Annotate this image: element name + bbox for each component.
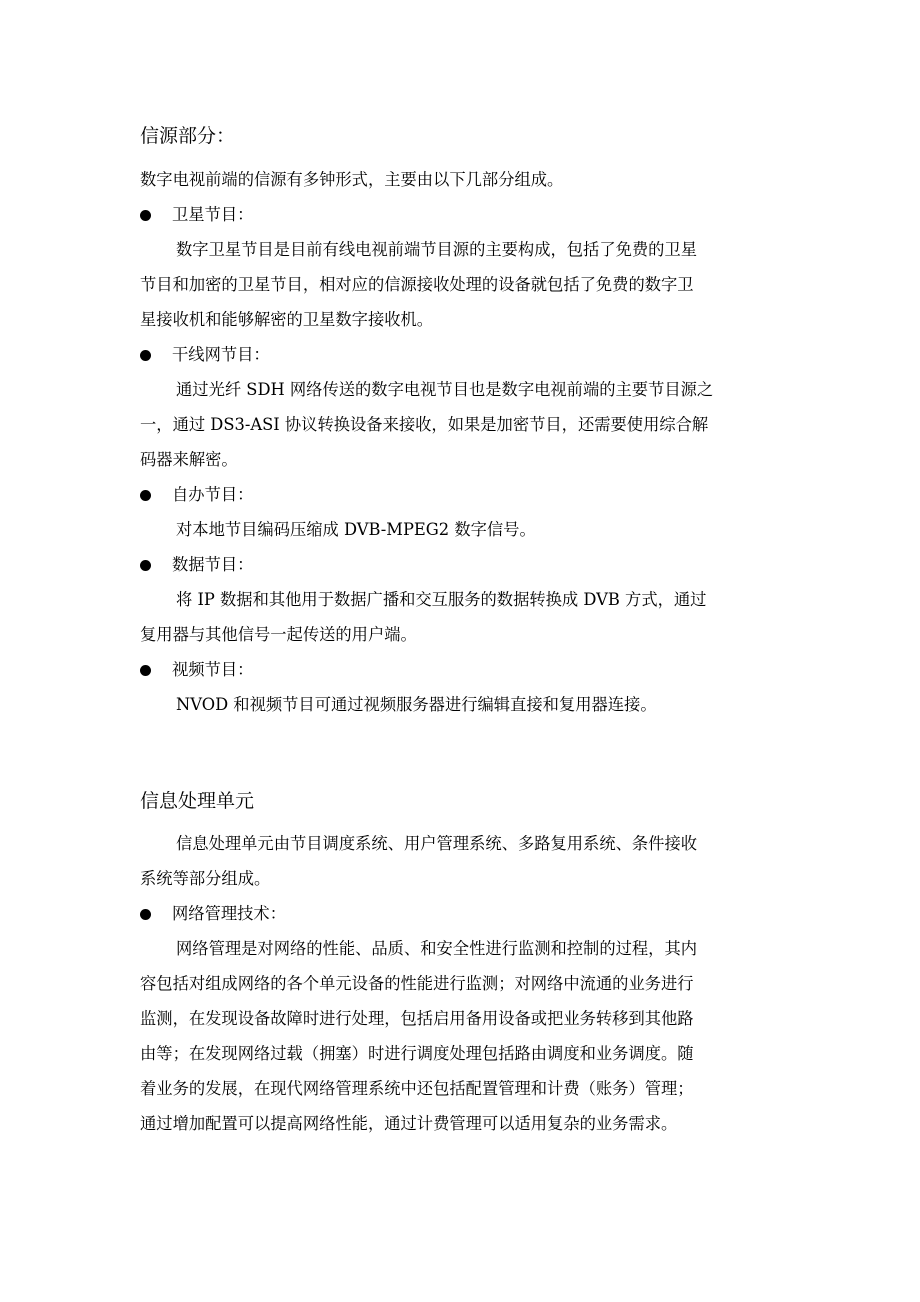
paragraph-line: 由等；在发现网络过载（拥塞）时进行调度处理包括路由调度和业务调度。随 <box>140 1044 694 1063</box>
source-intro: 数字电视前端的信源有多钟形式，主要由以下几部分组成。 <box>140 170 564 189</box>
item-label-satellite: 卫星节目： <box>172 205 254 224</box>
paragraph-line: 节目和加密的卫星节目，相对应的信源接收处理的设备就包括了免费的数字卫 <box>140 275 694 294</box>
paragraph-line: NVOD 和视频节目可通过视频服务器进行编辑直接和复用器连接。 <box>176 695 657 714</box>
paragraph-line: 通过增加配置可以提高网络性能，通过计费管理可以适用复杂的业务需求。 <box>140 1114 678 1133</box>
paragraph-line: 对本地节目编码压缩成 DVB-MPEG2 数字信号。 <box>176 520 536 539</box>
paragraph-line: 容包括对组成网络的各个单元设备的性能进行监测；对网络中流通的业务进行 <box>140 974 694 993</box>
paragraph-line: 网络管理是对网络的性能、品质、和安全性进行监测和控制的过程，其内 <box>176 939 698 958</box>
paragraph-line: 将 IP 数据和其他用于数据广播和交互服务的数据转换成 DVB 方式，通过 <box>176 590 707 609</box>
paragraph-line: 码器来解密。 <box>140 450 238 469</box>
item-label-local: 自办节目： <box>172 485 254 504</box>
paragraph-line: 系统等部分组成。 <box>140 869 271 888</box>
section-heading-info: 信息处理单元 <box>140 790 255 812</box>
item-label-trunk: 干线网节目： <box>172 345 270 364</box>
paragraph-line: 一，通过 DS3-ASI 协议转换设备来接收，如果是加密节目，还需要使用综合解 <box>140 415 709 434</box>
paragraph-line: 着业务的发展，在现代网络管理系统中还包括配置管理和计费（账务）管理； <box>140 1079 694 1098</box>
item-label-data: 数据节目： <box>172 555 254 574</box>
section-heading-source: 信源部分： <box>140 125 236 147</box>
paragraph-line: 星接收机和能够解密的卫星数字接收机。 <box>140 310 434 329</box>
paragraph-line: 复用器与其他信号一起传送的用户端。 <box>140 625 417 644</box>
bullet-icon <box>140 665 151 676</box>
bullet-icon <box>140 350 151 361</box>
bullet-icon <box>140 210 151 221</box>
bullet-icon <box>140 909 151 920</box>
paragraph-line: 信息处理单元由节目调度系统、用户管理系统、多路复用系统、条件接收 <box>176 834 698 853</box>
item-label-video: 视频节目： <box>172 660 254 679</box>
paragraph-line: 数字卫星节目是目前有线电视前端节目源的主要构成，包括了免费的卫星 <box>176 240 698 259</box>
item-label-network-mgmt: 网络管理技术： <box>172 904 286 923</box>
paragraph-line: 通过光纤 SDH 网络传送的数字电视节目也是数字电视前端的主要节目源之 <box>176 380 714 399</box>
bullet-icon <box>140 490 151 501</box>
paragraph-line: 监测，在发现设备故障时进行处理，包括启用备用设备或把业务转移到其他路 <box>140 1009 694 1028</box>
bullet-icon <box>140 560 151 571</box>
